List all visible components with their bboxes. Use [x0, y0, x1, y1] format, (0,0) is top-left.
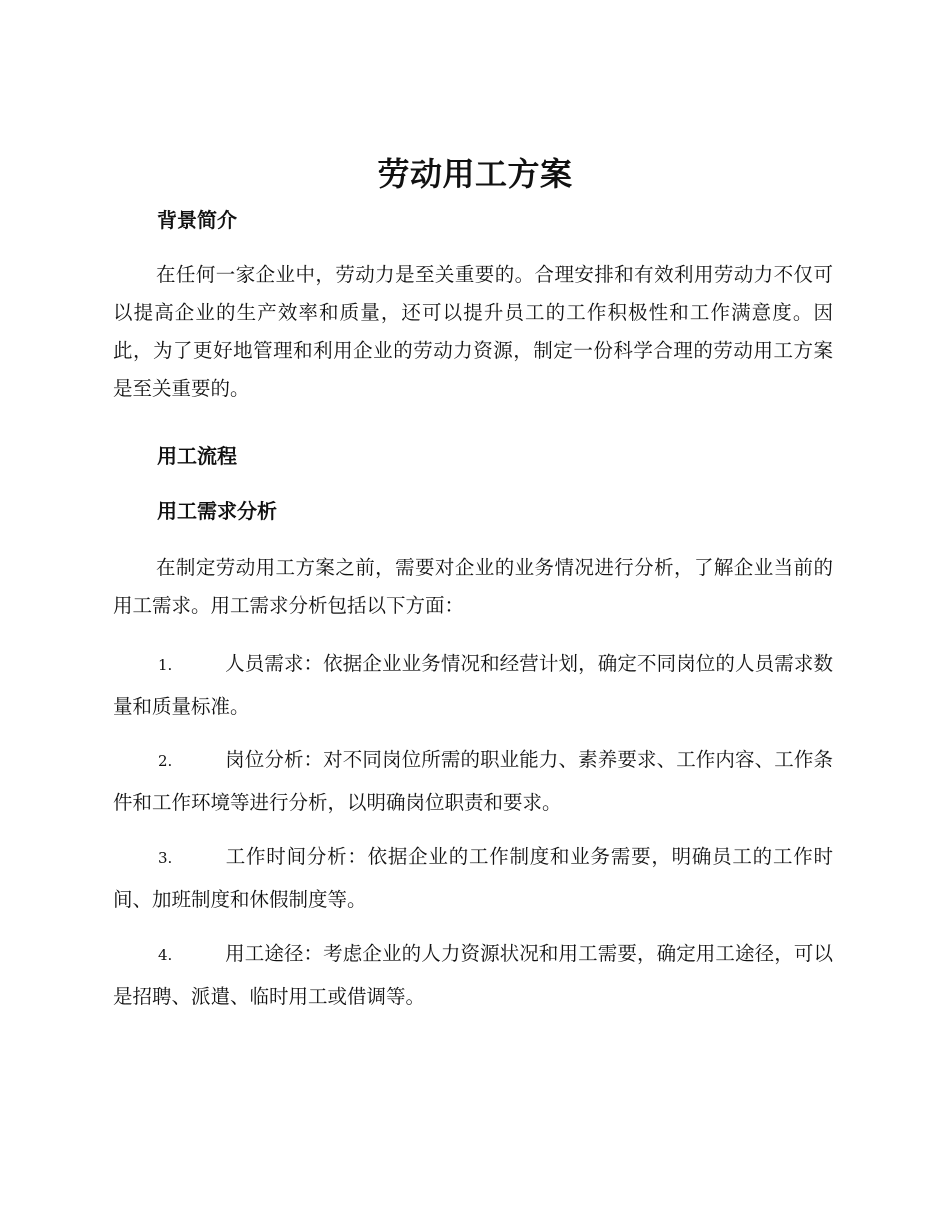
demand-analysis-paragraph: 在制定劳动用工方案之前，需要对企业的业务情况进行分析，了解企业当前的用工需求。用工需求分析包括以下方面：	[113, 556, 833, 617]
list-item	[113, 739, 833, 824]
background-paragraph: 在任何一家企业中，劳动力是至关重要的。合理安排和有效利用劳动力不仅可以提高企业的生产效率和质量，还可以提升员工的工作积极性和工作满意度。因此，为了更好地管理和利用企业的劳动力资源，制定一份科学合理的劳动用工方案是至关重要的。	[113, 263, 833, 400]
section-heading-background: 背景简介	[157, 208, 237, 232]
list-item-number: 1.	[158, 656, 173, 674]
list-item-number: 2.	[158, 752, 173, 770]
list-item-text: 工作时间分析：依据企业的工作制度和业务需要，明确员工的工作时间、加班制度和休假制度等。	[113, 845, 833, 911]
document-title: 劳动用工方案	[377, 155, 573, 193]
list-item-text: 用工途径：考虑企业的人力资源状况和用工需要，确定用工途径，可以是招聘、派遣、临时用工或借调等。	[113, 942, 833, 1008]
list-item-text: 岗位分析：对不同岗位所需的职业能力、素养要求、工作内容、工作条件和工作环境等进行分析，以明确岗位职责和要求。	[113, 748, 833, 814]
list-item	[113, 836, 833, 921]
section-heading-process: 用工流程	[157, 444, 237, 468]
list-item-number: 3.	[158, 849, 173, 867]
list-item-text: 人员需求：依据企业业务情况和经营计划，确定不同岗位的人员需求数量和质量标准。	[113, 652, 833, 718]
list-item	[113, 643, 833, 728]
list-item-number: 4.	[158, 946, 173, 964]
section-heading-demand-analysis: 用工需求分析	[157, 499, 277, 523]
list-item	[113, 933, 833, 1018]
